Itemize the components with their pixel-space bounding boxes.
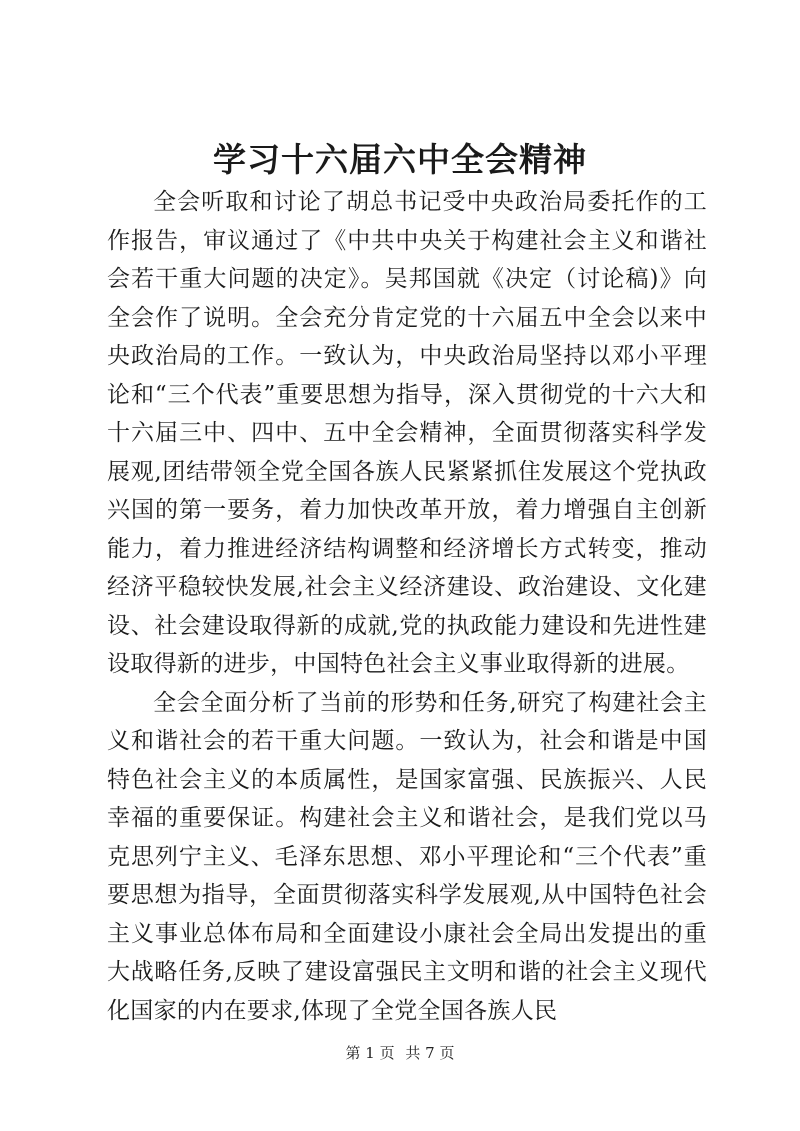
document-title: 学习十六届六中全会精神 — [213, 140, 587, 179]
page-number: 第 1 页 — [345, 1044, 395, 1062]
paragraph-2: 全会全面分析了当前的形势和任务,研究了构建社会主义和谐社会的若干重大问题。一致认为，社会和谐是中国特色社会主义的本质属性，是国家富强、民族振兴、人民幸福的重要保证。构建社会主义和谐社会，是我们党以马克思列宁主义、毛泽东思想、邓小平理论和“三个代表”重要思想为指导，全面贯彻落实科学发展观,从中国特色社会主义事业总体布局和全面建设小康社会全局出发提出的重大战略任务,反映了建设富强民主文明和谐的社会主义现代化国家的内在要求,体现了全党全国各族人民 — [107, 689, 707, 1024]
page-total: 共 7 页 — [405, 1044, 455, 1062]
document-body — [107, 183, 707, 1030]
paragraph-1: 全会听取和讨论了胡总书记受中央政治局委托作的工作报告，审议通过了《中共中央关于构建社会主义和谐社会若干重大问题的决定》。吴邦国就《决定（讨论稿)》向全会作了说明。全会充分肯定党的十六届五中全会以来中央政治局的工作。一致认为，中央政治局坚持以邓小平理论和“三个代表”重要思想为指导，深入贯彻党的十六大和十六届三中、四中、五中全会精神，全面贯彻落实科学发展观,团结带领全党全国各族人民紧紧抓住发展这个党执政兴国的第一要务，着力加快改革开放，着力增强自主创新能力，着力推进经济结构调整和经济增长方式转变，推动经济平稳较快发展,社会主义经济建设、政治建设、文化建设、社会建设取得新的成就,党的执政能力建设和先进性建设取得新的进步，中国特色社会主义事业取得新的进展。 — [107, 189, 707, 677]
page-footer — [0, 1043, 800, 1063]
